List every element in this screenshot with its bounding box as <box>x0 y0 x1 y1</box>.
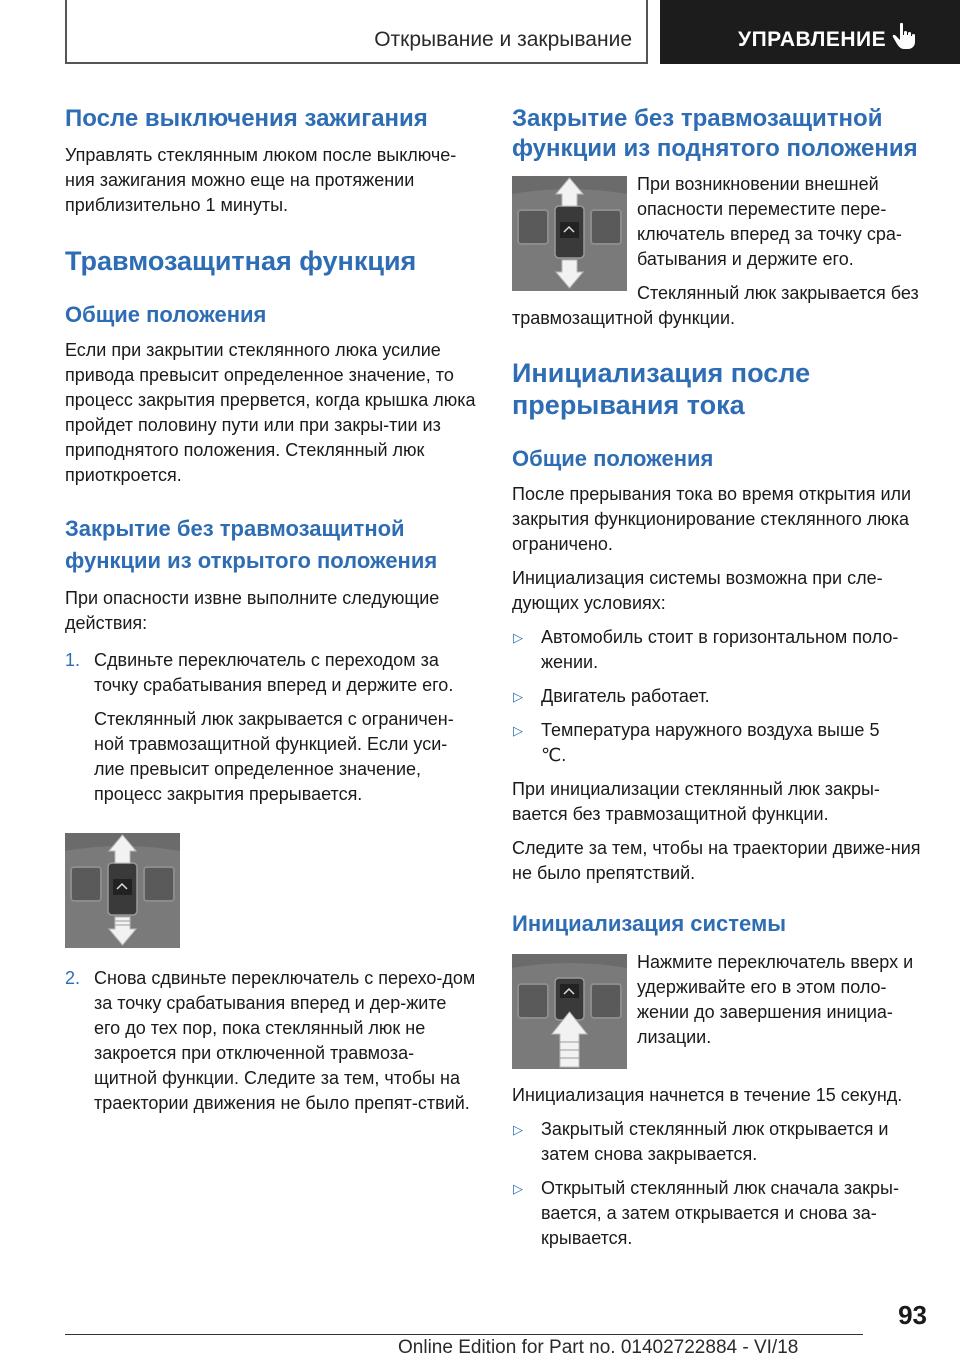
text-power-3: При инициализации стеклянный люк закры-вается без травмозащитной функции. <box>512 779 880 824</box>
triangle-bullet-icon: ▷ <box>513 630 523 645</box>
heading-general: Общие положения <box>65 302 267 327</box>
step-subtext: Стеклянный люк закрывается с ограничен-ной травмозащитной функцией. Если уси-лие превысит определенное значение, процесс закрытия прерывается. <box>94 709 454 804</box>
step-text: Сдвиньте переключатель с переходом за точку срабатывания вперед и держите его. <box>94 650 454 695</box>
text-general: Если при закрытии стеклянного люка усилие привода превысит определенное значение, то процесс закрытия прервется, когда крышка люка пройдет половину пути или при закры-тии из приподнятого положения. Стеклянный люк приоткроется. <box>65 340 476 485</box>
heading-general-2: Общие положения <box>512 446 714 471</box>
heading-close-from-raised: Закрытие без травмозащитной функции из поднятого положения <box>512 105 918 162</box>
init-result-text: Закрытый стеклянный люк открывается и затем снова закрывается. <box>541 1119 889 1164</box>
header-chapter-box <box>660 0 960 64</box>
step-1 <box>65 648 477 807</box>
triangle-bullet-icon: ▷ <box>513 1122 523 1137</box>
header-section-box <box>65 0 648 64</box>
condition-item <box>512 625 927 675</box>
header-section-title: Открывание и закрывание <box>374 28 632 51</box>
header-chapter-title: УПРАВЛЕНИЕ <box>738 28 887 51</box>
text-power-4: Следите за тем, чтобы на траектории движе-ния не было препятствий. <box>512 838 921 883</box>
init-result-text: Открытый стеклянный люк сначала закры-вается, а затем открывается и снова за-крывается. <box>541 1178 899 1248</box>
step-number: 1. <box>65 650 81 670</box>
text-init-2: Инициализация начнется в течение 15 секунд. <box>512 1085 903 1105</box>
triangle-bullet-icon: ▷ <box>513 723 523 738</box>
heading-pinch-protection: Травмозащитная функция <box>65 246 417 276</box>
heading-after-ignition: После выключения зажигания <box>65 105 428 132</box>
heading-init-system: Инициализация системы <box>512 911 787 936</box>
init-result-item <box>512 1117 927 1167</box>
step-text: Снова сдвиньте переключатель с перехо-дом за точку срабатывания вперед и дер-жите его до тех пор, пока стеклянный люк не закроется при отключенной травмоза-щитной функции. Следите за тем, чтобы на траектории движения не было препят-ствий. <box>94 968 476 1113</box>
condition-item <box>512 684 927 709</box>
text-danger-actions: При опасности извне выполните следующие действия: <box>65 588 440 633</box>
condition-text: Двигатель работает. <box>541 686 710 706</box>
triangle-bullet-icon: ▷ <box>513 689 523 704</box>
step-number: 2. <box>65 968 81 988</box>
step-2 <box>65 966 477 1116</box>
raised-block <box>512 172 927 331</box>
footer-divider <box>65 1334 863 1335</box>
switch-up-figure <box>512 954 627 1069</box>
heading-init-after-power: Инициализация после прерывания тока <box>512 358 811 420</box>
init-result-item <box>512 1176 927 1251</box>
condition-item <box>512 718 927 768</box>
left-column <box>65 104 477 1116</box>
condition-text: Температура наружного воздуха выше 5 ℃. <box>541 720 880 765</box>
text-raised-1: При возникновении внешней опасности переместите пере-ключатель вперед за точку сра-батывания и держите его. <box>637 174 902 269</box>
text-after-ignition: Управлять стеклянным люком после выключе-ния зажигания можно еще на протяжении приблизительно 1 минуты. <box>65 145 457 215</box>
condition-text: Автомобиль стоит в горизонтальном поло-жении. <box>541 627 899 672</box>
page-number: 93 <box>898 1300 927 1330</box>
pointing-hand-icon <box>892 22 918 50</box>
triangle-bullet-icon: ▷ <box>513 1181 523 1196</box>
footer-edition: Online Edition for Part no. 01402722884 - VI/18 <box>398 1337 799 1358</box>
text-raised-2: Стеклянный люк закрывается без травмозащитной функции. <box>512 283 919 328</box>
text-power-1: После прерывания тока во время открытия или закрытия функционирование стеклянного люка ограничено. <box>512 484 912 554</box>
switch-forward-raised-figure <box>512 176 627 291</box>
switch-forward-figure <box>65 833 180 948</box>
text-init-1: Нажмите переключатель вверх и удерживайте его в этом поло-жении до завершения инициа-лизации. <box>637 952 914 1047</box>
text-power-2: Инициализация системы возможна при сле-дующих условиях: <box>512 568 883 613</box>
init-block <box>512 950 927 1069</box>
right-column <box>512 104 927 1251</box>
heading-close-from-open: Закрытие без травмозащитной функции из открытого положения <box>65 516 438 573</box>
